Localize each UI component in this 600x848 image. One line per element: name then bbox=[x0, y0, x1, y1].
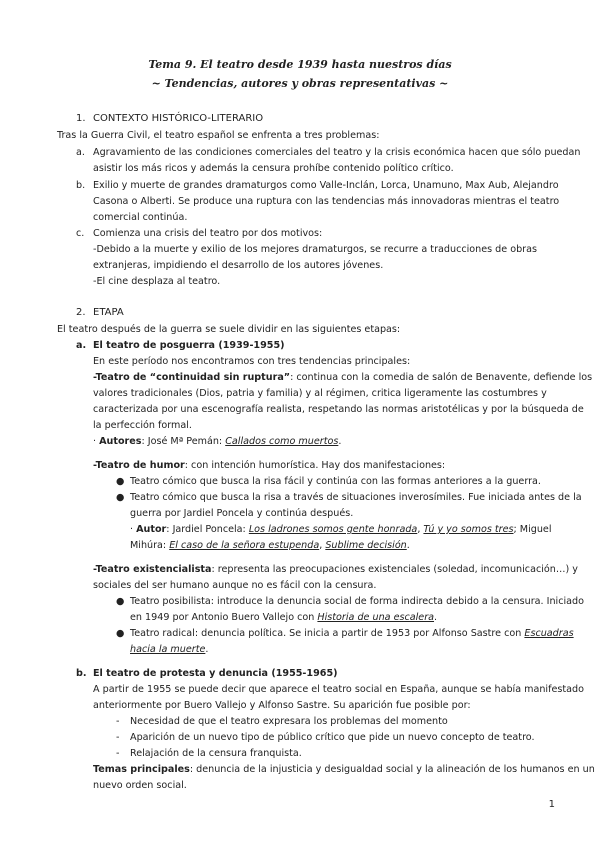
paragraph-line: Teatro radical: denuncia política. Se inicia a partir de 1953 por Alfonso Sastre con Escuadras bbox=[130, 628, 574, 639]
section-2-heading: ETAPA bbox=[93, 307, 124, 318]
paragraph-line: -Teatro existencialista: representa las preocupaciones existenciales (soledad, incomunicación…) y bbox=[93, 564, 578, 575]
bullet: ● bbox=[116, 596, 125, 607]
list-marker-a: a. bbox=[76, 147, 85, 158]
paragraph-line: en 1949 por Antonio Buero Vallejo con Historia de una escalera. bbox=[130, 612, 438, 623]
section-2-number: 2. bbox=[76, 307, 86, 318]
list-marker-b: b. bbox=[76, 668, 87, 679]
page-number: 1 bbox=[548, 799, 555, 810]
paragraph-line: anteriormente por Buero Vallejo y Alfonso Sastre. Su aparición fue posible por: bbox=[93, 700, 471, 711]
paragraph-line: sociales del ser humano aunque no es fácil con la censura. bbox=[93, 580, 377, 591]
section-1-number: 1. bbox=[76, 113, 86, 124]
section-2-intro: El teatro después de la guerra se suele dividir en las siguientes etapas: bbox=[57, 324, 401, 335]
paragraph-line: Teatro cómico que busca la risa fácil y continúa con las formas anteriores a la guerra. bbox=[130, 476, 541, 487]
bullet: ● bbox=[116, 628, 125, 639]
section-1-heading: CONTEXTO HISTÓRICO-LITERARIO bbox=[93, 113, 264, 124]
paragraph-line: -El cine desplaza al teatro. bbox=[93, 276, 221, 287]
paragraph-line: En este período nos encontramos con tres tendencias principales: bbox=[93, 356, 411, 367]
paragraph-line: Casona o Alberti. Se produce una ruptura con las tendencias más innovadoras mientras el teatro bbox=[93, 196, 560, 207]
paragraph-line: -Debido a la muerte y exilio de los mejores dramaturgos, se recurre a traducciones de obras bbox=[93, 244, 538, 255]
paragraph-line: A partir de 1955 se puede decir que aparece el teatro social en España, aunque se había manifestado bbox=[93, 684, 584, 695]
list-marker-b: b. bbox=[76, 180, 86, 191]
paragraph-line: caracterizada por una escenografía realista, respetando las normas aristotélicas y por la búsqueda de bbox=[93, 404, 584, 415]
paragraph-line: Relajación de la censura franquista. bbox=[130, 748, 302, 759]
paragraph-line: Teatro cómico que busca la risa a través de situaciones inverosímiles. Fue iniciada antes de la bbox=[130, 492, 582, 503]
paragraph-line: asistir los más ricos y además la censura prohíbe contenido político crítico. bbox=[93, 163, 454, 174]
paragraph-line: nuevo orden social. bbox=[93, 780, 187, 791]
list-marker-a: a. bbox=[76, 340, 87, 351]
list-marker-c: c. bbox=[76, 228, 85, 239]
dash-marker: - bbox=[116, 748, 120, 759]
paragraph-line: comercial continúa. bbox=[93, 212, 188, 223]
paragraph-line: guerra por Jardiel Poncela y continúa después. bbox=[130, 508, 354, 519]
section-1-intro: Tras la Guerra Civil, el teatro español se enfrenta a tres problemas: bbox=[57, 130, 380, 141]
document-subtitle: ~ Tendencias, autores y obras representativas ~ bbox=[151, 77, 449, 90]
paragraph-line: Comienza una crisis del teatro por dos motivos: bbox=[93, 228, 323, 239]
dash-marker: - bbox=[116, 716, 120, 727]
paragraph-line: Mihúra: El caso de la señora estupenda, Sublime decisión. bbox=[130, 540, 410, 551]
paragraph-line: -Teatro de “continuidad sin ruptura”: continua con la comedia de salón de Benavente, defiende los bbox=[93, 372, 593, 383]
paragraph-line: · Autores: José Mª Pemán: Callados como muertos. bbox=[93, 436, 342, 447]
paragraph-line: Agravamiento de las condiciones comerciales del teatro y la crisis económica hacen que sólo puedan bbox=[93, 147, 581, 158]
paragraph-line: la perfección formal. bbox=[93, 420, 192, 431]
paragraph-line: · Autor: Jardiel Poncela: Los ladrones somos gente honrada, Tú y yo somos tres; Miguel bbox=[130, 524, 552, 535]
document-title: Tema 9. El teatro desde 1939 hasta nuestros días bbox=[148, 58, 452, 71]
subsection-a-heading: El teatro de posguerra (1939-1955) bbox=[93, 340, 285, 351]
subsection-b-heading: El teatro de protesta y denuncia (1955-1965) bbox=[93, 668, 338, 679]
bullet: ● bbox=[116, 476, 125, 487]
paragraph-line: hacia la muerte. bbox=[130, 644, 209, 655]
paragraph-line: -Teatro de humor: con intención humorística. Hay dos manifestaciones: bbox=[93, 460, 446, 471]
paragraph-line: extranjeras, impidiendo el desarrollo de los autores jóvenes. bbox=[93, 260, 384, 271]
paragraph-line: Temas principales: denuncia de la injusticia y desigualdad social y la alineación de los humanos en un bbox=[93, 764, 595, 775]
paragraph-line: Aparición de un nuevo tipo de público crítico que pide un nuevo concepto de teatro. bbox=[130, 732, 535, 743]
dash-marker: - bbox=[116, 732, 120, 743]
paragraph-line: valores tradicionales (Dios, patria y familia) y al régimen, critica ligeramente las costumbres y bbox=[93, 388, 547, 399]
paragraph-line: Necesidad de que el teatro expresara los problemas del momento bbox=[130, 716, 448, 727]
bullet: ● bbox=[116, 492, 125, 503]
paragraph-line: Teatro posibilista: introduce la denuncia social de forma indirecta debido a la censura. Iniciado bbox=[130, 596, 584, 607]
paragraph-line: Exilio y muerte de grandes dramaturgos como Valle-Inclán, Lorca, Unamuno, Max Aub, Alejandro bbox=[93, 180, 559, 191]
